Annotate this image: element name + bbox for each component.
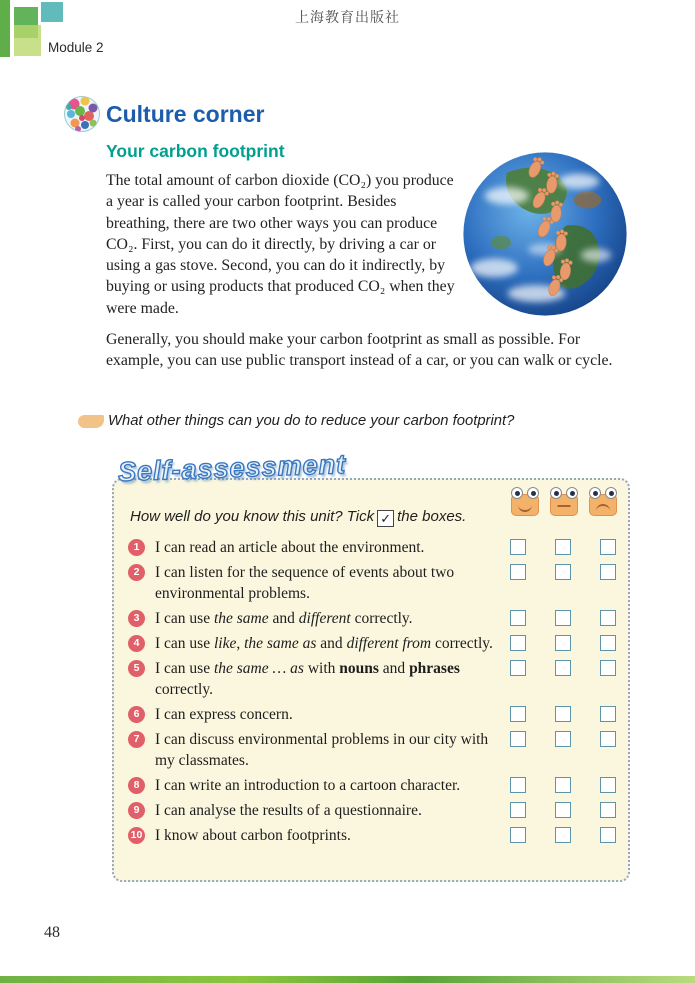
item-text: I can listen for the sequence of events about two environmental problems.: [155, 564, 455, 602]
item-number-badge: 10: [128, 827, 145, 844]
assessment-checkbox[interactable]: [555, 564, 571, 580]
assessment-checkbox[interactable]: [600, 635, 616, 651]
publisher-name: 上海教育出版社: [295, 11, 400, 26]
earth-with-footprints-image: [460, 149, 630, 319]
item-checkboxes: [510, 562, 616, 580]
sad-face-icon: [589, 494, 617, 516]
assessment-checkbox[interactable]: [555, 706, 571, 722]
instruction-text-before: How well do you know this unit? Tick: [130, 508, 375, 525]
face-eye: [566, 487, 578, 499]
assessment-checkbox[interactable]: [510, 610, 526, 626]
item-checkboxes: [510, 825, 616, 843]
assessment-checkbox[interactable]: [600, 827, 616, 843]
assessment-item: [128, 633, 616, 654]
assessment-checkbox[interactable]: [555, 777, 571, 793]
section-title: Culture corner: [106, 100, 265, 127]
self-assessment-title: Self-assessment: [117, 449, 347, 487]
assessment-checkbox[interactable]: [510, 802, 526, 818]
item-text: I can read an article about the environment.: [155, 539, 425, 556]
item-checkboxes: [510, 658, 616, 676]
face-eye: [527, 487, 539, 499]
face-eye: [589, 487, 601, 499]
assessment-checkbox[interactable]: [510, 827, 526, 843]
page-number: 48: [44, 924, 60, 941]
highlight-marker: [78, 415, 104, 428]
item-text: I can use the same … as with nouns and phrases correctly.: [155, 660, 460, 698]
item-number-badge: 9: [128, 802, 145, 819]
assessment-checkbox[interactable]: [600, 539, 616, 555]
assessment-item: [128, 562, 616, 604]
assessment-checkbox[interactable]: [510, 731, 526, 747]
assessment-checkbox[interactable]: [510, 635, 526, 651]
item-text: I can analyse the results of a questionnaire.: [155, 802, 422, 819]
assessment-checkbox[interactable]: [555, 660, 571, 676]
assessment-item: [128, 825, 616, 846]
self-assessment-box: [112, 449, 630, 882]
assessment-checkbox[interactable]: [510, 706, 526, 722]
assessment-item: [128, 608, 616, 629]
item-checkboxes: [510, 775, 616, 793]
assessment-checkbox[interactable]: [600, 660, 616, 676]
item-text: I know about carbon footprints.: [155, 827, 351, 844]
assessment-checkbox[interactable]: [555, 610, 571, 626]
assessment-items: [128, 537, 616, 846]
assessment-checkbox[interactable]: [510, 660, 526, 676]
item-checkboxes: [510, 608, 616, 626]
item-number-badge: 2: [128, 564, 145, 581]
instruction-text-after: the boxes.: [397, 508, 467, 525]
assessment-checkbox[interactable]: [510, 564, 526, 580]
assessment-checkbox[interactable]: [510, 777, 526, 793]
item-number-badge: 5: [128, 660, 145, 677]
item-text: I can use the same and different correctly.: [155, 610, 413, 627]
item-number-badge: 7: [128, 731, 145, 748]
item-number-badge: 1: [128, 539, 145, 556]
item-checkboxes: [510, 633, 616, 651]
item-checkboxes: [510, 800, 616, 818]
face-mouth: [596, 504, 610, 513]
footer-green-bar: [0, 976, 695, 983]
assessment-checkbox[interactable]: [555, 635, 571, 651]
neutral-face-icon: [550, 494, 578, 516]
assessment-checkbox[interactable]: [555, 539, 571, 555]
item-number-badge: 3: [128, 610, 145, 627]
article-paragraph-2: Generally, you should make your carbon footprint as small as possible. For example, you can use public transport instead of a car, or you can walk or cycle.: [106, 331, 613, 370]
happy-face-icon: [511, 494, 539, 516]
colorful-globe-icon: [62, 94, 102, 134]
assessment-checkbox[interactable]: [510, 539, 526, 555]
item-text: I can write an introduction to a cartoon character.: [155, 777, 461, 794]
face-eye: [511, 487, 523, 499]
item-checkboxes: [510, 537, 616, 555]
assessment-checkbox[interactable]: [555, 802, 571, 818]
face-mouth: [558, 505, 571, 507]
face-eye: [550, 487, 562, 499]
item-text: I can discuss environmental problems in our city with my classmates.: [155, 731, 489, 769]
assessment-checkbox[interactable]: [600, 706, 616, 722]
question-text: What other things can you do to reduce your carbon footprint?: [108, 413, 515, 429]
assessment-checkbox[interactable]: [600, 802, 616, 818]
module-label: Module 2: [48, 40, 104, 55]
assessment-item: [128, 537, 616, 558]
rating-faces: [511, 484, 617, 516]
assessment-checkbox[interactable]: [555, 731, 571, 747]
assessment-item: [128, 704, 616, 725]
assessment-item: [128, 775, 616, 796]
face-mouth: [518, 503, 532, 512]
assessment-item: [128, 729, 616, 771]
tick-example-checkbox: ✓: [377, 510, 394, 527]
assessment-checkbox[interactable]: [555, 827, 571, 843]
assessment-checkbox[interactable]: [600, 777, 616, 793]
assessment-checkbox[interactable]: [600, 610, 616, 626]
item-text: I can use like, the same as and different from correctly.: [155, 635, 493, 652]
item-text: I can express concern.: [155, 706, 293, 723]
face-eye: [605, 487, 617, 499]
article-paragraph-1: The total amount of carbon dioxide (CO₂) you produce a year is called your carbon footprint. Besides breathing, there are two other ways you can produce CO₂. First, you can do it directly, by driving a car or using a gas stove. Second, you can do it indirectly, by buying or using products that produced CO₂ when they were made.: [106, 172, 455, 317]
assessment-item: [128, 658, 616, 700]
assessment-checkbox[interactable]: [600, 731, 616, 747]
item-checkboxes: [510, 704, 616, 722]
item-checkboxes: [510, 729, 616, 747]
item-number-badge: 4: [128, 635, 145, 652]
item-number-badge: 8: [128, 777, 145, 794]
discussion-question: [78, 413, 514, 429]
assessment-checkbox[interactable]: [600, 564, 616, 580]
item-number-badge: 6: [128, 706, 145, 723]
culture-corner-header: [62, 94, 264, 134]
corner-decoration-square-light: [14, 25, 41, 56]
assessment-item: [128, 800, 616, 821]
article-heading: Your carbon footprint: [106, 141, 285, 161]
